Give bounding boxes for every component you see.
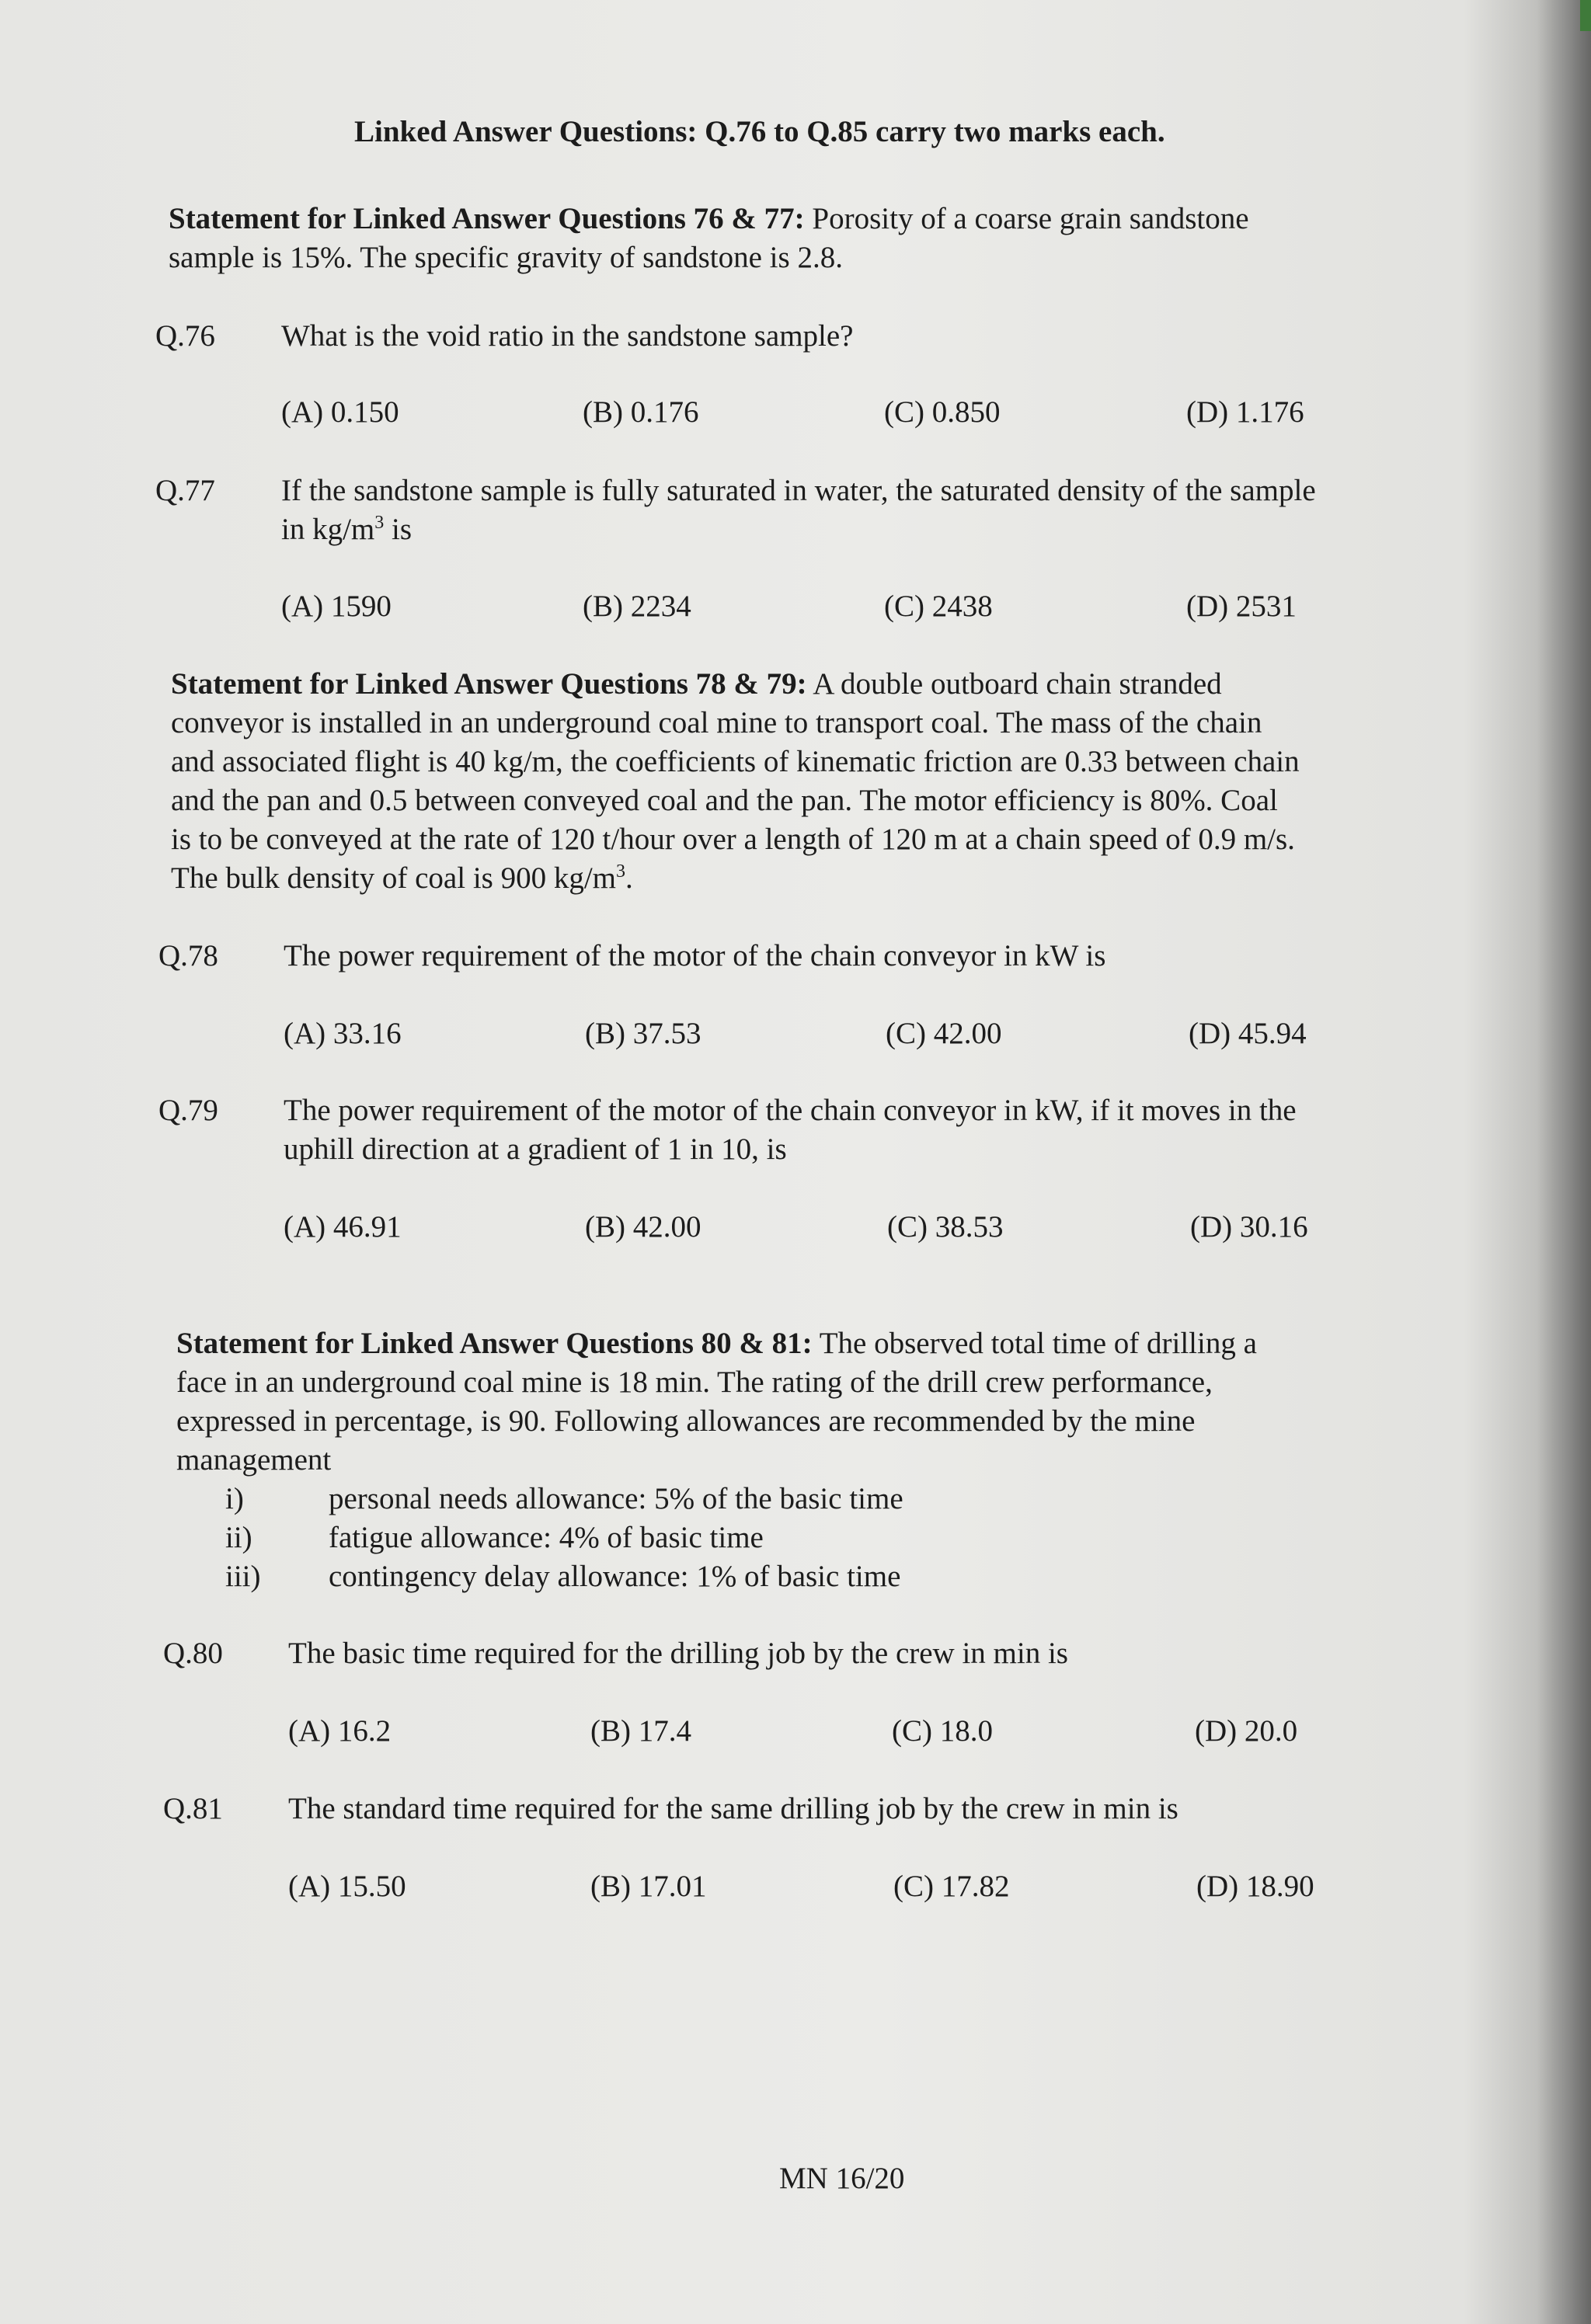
statement-78-79-label: Statement for Linked Answer Questions 78 & 79: [171, 667, 807, 701]
q80-option-b[interactable]: (B) 17.4 [590, 1714, 691, 1748]
q81-option-c[interactable]: (C) 17.82 [893, 1870, 1010, 1903]
question-80-text: The basic time required for the drilling job by the crew in min is [288, 1637, 1068, 1670]
question-78-text: The power requirement of the motor of the chain conveyor in kW is [284, 939, 1106, 972]
q77-line-2-text: in kg/m [281, 513, 375, 546]
q81-option-d[interactable]: (D) 18.90 [1196, 1870, 1314, 1903]
question-number-80: Q.80 [163, 1637, 223, 1670]
q80-option-d[interactable]: (D) 20.0 [1195, 1714, 1298, 1748]
question-number-78: Q.78 [158, 939, 218, 972]
statement-78-79-text: A double outboard chain stranded [813, 667, 1222, 701]
question-number-77: Q.77 [155, 474, 215, 507]
q81-option-b[interactable]: (B) 17.01 [590, 1870, 707, 1903]
statement-80-81-text: The observed total time of drilling a [819, 1327, 1257, 1360]
statement-76-77-text: Porosity of a coarse grain sandstone [812, 202, 1249, 235]
q78-option-d[interactable]: (D) 45.94 [1189, 1017, 1307, 1050]
allowance-text-2: fatigue allowance: 4% of basic time [329, 1521, 764, 1554]
q79-option-c[interactable]: (C) 38.53 [887, 1210, 1004, 1244]
q76-option-c[interactable]: (C) 0.850 [884, 395, 1001, 429]
question-79-line-1: The power requirement of the motor of the chain conveyor in kW, if it moves in the [284, 1094, 1297, 1127]
section-heading: Linked Answer Questions: Q.76 to Q.85 carry two marks each. [354, 115, 1165, 148]
s78-line-6-end: . [625, 861, 633, 895]
statement-78-79-line-1 [171, 665, 1222, 704]
allowance-marker-2: ii) [225, 1521, 252, 1554]
statement-78-79-line-5: is to be conveyed at the rate of 120 t/hour over a length of 120 m at a chain speed of 0.9 m/s. [171, 823, 1295, 856]
q76-option-d[interactable]: (D) 1.176 [1186, 395, 1304, 429]
q79-option-a[interactable]: (A) 46.91 [284, 1210, 402, 1244]
statement-80-81-line-4: management [176, 1443, 332, 1477]
question-number-79: Q.79 [158, 1094, 218, 1127]
question-number-76: Q.76 [155, 319, 215, 353]
q81-option-a[interactable]: (A) 15.50 [288, 1870, 406, 1903]
s78-superscript: 3 [616, 861, 626, 882]
statement-76-77-label: Statement for Linked Answer Questions 76 & 77: [169, 202, 805, 235]
q77-option-b[interactable]: (B) 2234 [583, 590, 691, 623]
q76-option-b[interactable]: (B) 0.176 [583, 395, 699, 429]
q80-option-a[interactable]: (A) 16.2 [288, 1714, 392, 1748]
q79-option-b[interactable]: (B) 42.00 [585, 1210, 702, 1244]
statement-76-77-line-2: sample is 15%. The specific gravity of sandstone is 2.8. [169, 241, 843, 274]
page-corner-mark [1580, 0, 1591, 31]
statement-78-79-line-6 [171, 859, 633, 898]
q76-option-a[interactable]: (A) 0.150 [281, 395, 399, 429]
allowance-marker-1: i) [225, 1482, 244, 1515]
statement-80-81-line-2: face in an underground coal mine is 18 min. The rating of the drill crew performance, [176, 1366, 1213, 1399]
question-81-text: The standard time required for the same drilling job by the crew in min is [288, 1792, 1178, 1825]
page-edge-shadow [1537, 0, 1591, 2324]
statement-78-79-line-2: conveyor is installed in an underground coal mine to transport coal. The mass of the chain [171, 706, 1262, 739]
statement-78-79-line-3: and associated flight is 40 kg/m, the coefficients of kinematic friction are 0.33 between chain [171, 745, 1300, 778]
question-77-line-2 [281, 510, 412, 549]
q77-superscript: 3 [374, 513, 385, 533]
statement-80-81-line-1 [176, 1324, 1257, 1363]
allowance-text-3: contingency delay allowance: 1% of basic time [329, 1560, 901, 1593]
q79-option-d[interactable]: (D) 30.16 [1190, 1210, 1308, 1244]
statement-78-79-line-4: and the pan and 0.5 between conveyed coal and the pan. The motor efficiency is 80%. Coal [171, 784, 1278, 817]
q78-option-c[interactable]: (C) 42.00 [886, 1017, 1002, 1050]
q78-option-a[interactable]: (A) 33.16 [284, 1017, 402, 1050]
question-79-line-2: uphill direction at a gradient of 1 in 10, is [284, 1132, 787, 1166]
q77-option-c[interactable]: (C) 2438 [884, 590, 993, 623]
q78-option-b[interactable]: (B) 37.53 [585, 1017, 702, 1050]
s78-line-6-text: The bulk density of coal is 900 kg/m [171, 861, 617, 895]
allowance-text-1: personal needs allowance: 5% of the basic time [329, 1482, 903, 1515]
statement-76-77-line-1 [169, 200, 1249, 238]
q77-option-d[interactable]: (D) 2531 [1186, 590, 1297, 623]
q77-line-2-end: is [384, 513, 413, 546]
question-77-line-1: If the sandstone sample is fully saturated in water, the saturated density of the sample [281, 474, 1316, 507]
page-number: MN 16/20 [779, 2162, 905, 2195]
q77-option-a[interactable]: (A) 1590 [281, 590, 392, 623]
q80-option-c[interactable]: (C) 18.0 [892, 1714, 993, 1748]
statement-80-81-label: Statement for Linked Answer Questions 80 & 81: [176, 1327, 813, 1360]
question-number-81: Q.81 [163, 1792, 223, 1825]
statement-80-81-line-3: expressed in percentage, is 90. Following allowances are recommended by the mine [176, 1404, 1196, 1438]
question-76-text: What is the void ratio in the sandstone sample? [281, 319, 854, 353]
allowance-marker-3: iii) [225, 1560, 261, 1593]
